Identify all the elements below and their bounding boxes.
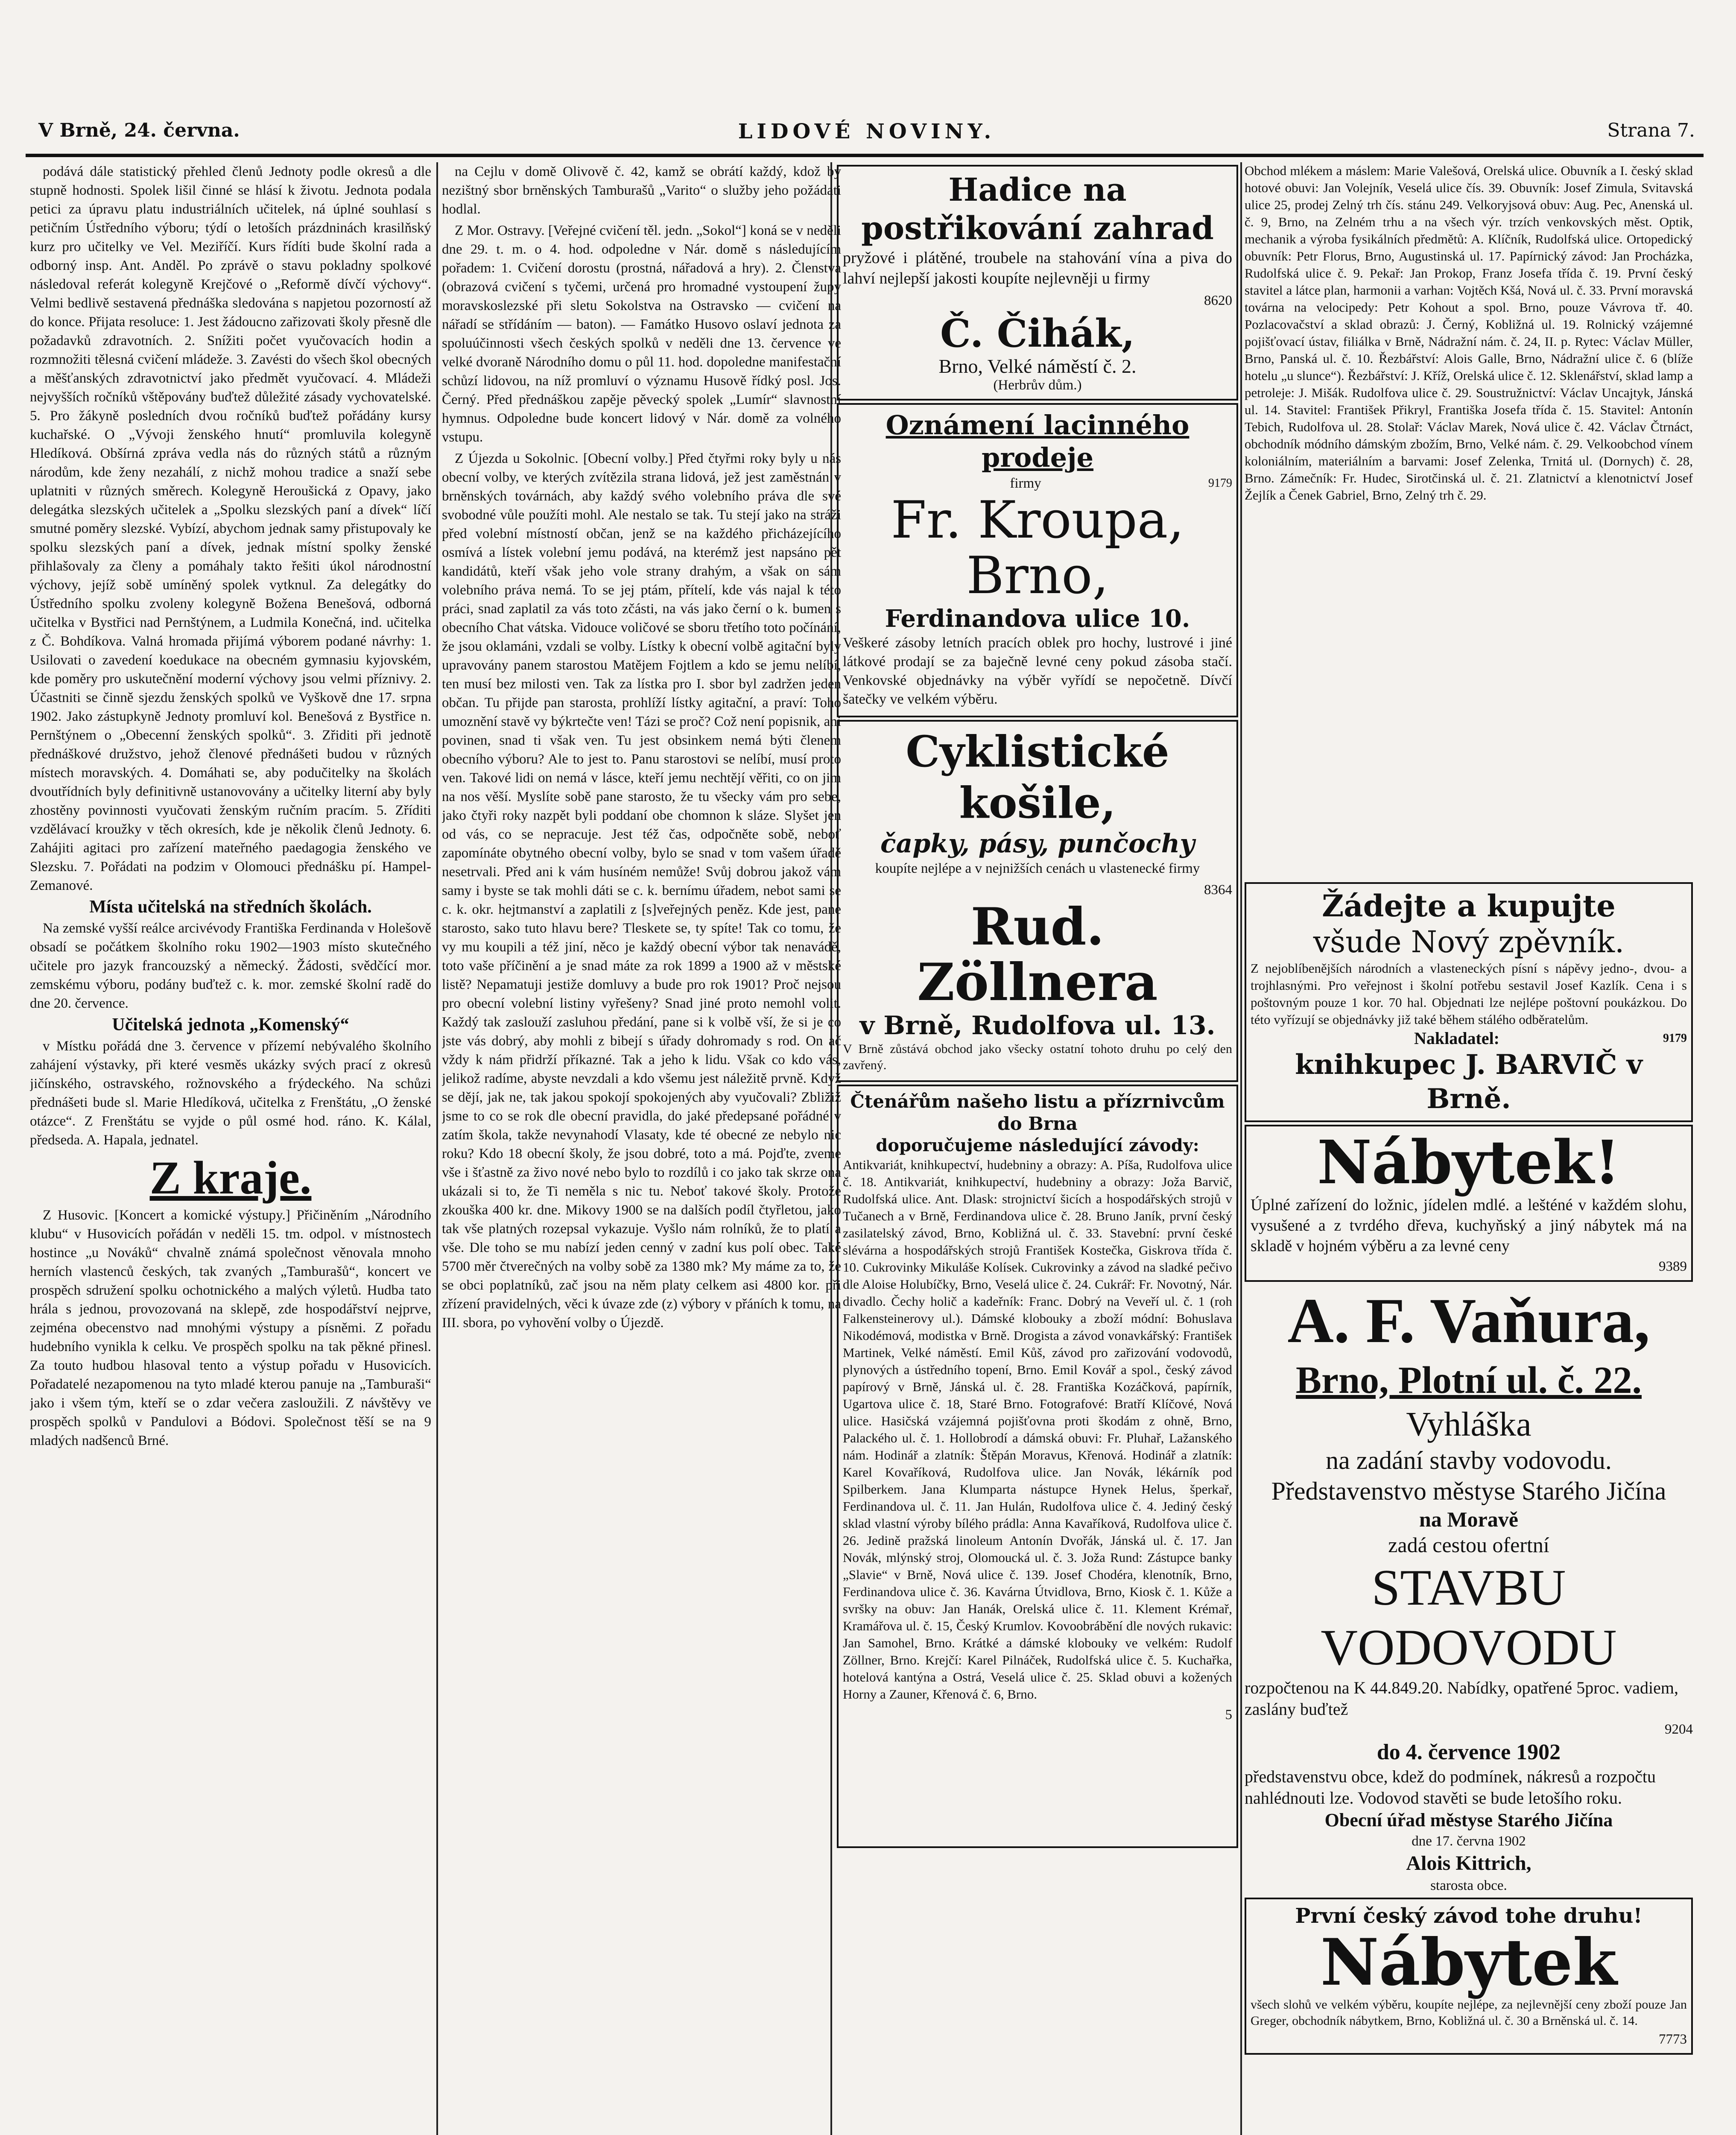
ad-name: knihkupec J. BARVIČ v Brně. [1295,1049,1642,1115]
column-divider [436,162,438,2135]
ad-text: Antikvariát, knihkupectví, hudebniny a obrazy: A. Píša, Rudolfova ulice č. 18. Antikvariát, knihkupectví, hudebniny a obrazy: Joža Barvič, Rudolfská ulice. Ant. Dlask: strojnictví šicích a hospodářských strojů v Tučanech a v Brně, Ferdinandova ulice č. 28. Bruno Janík, první český zasilatelský závod, Brno, Kobližná ul. č. 33. Stavební: první české slévárna a hospodářských strojů František Kostečka, Giskrova třída č. 10. Cukrovinky Mikuláše Kolísek. Cukrovinky a závod na sladké pečivo dle Aloise Holubíčky, Brno, Veselá ulice č. 24. Cukrář: Fr. Novotný, Nár. divadlo. Čechy holič a kadeřník: Franc. Dobrý na Veveří ul. č. 1 (roh Falkensteinerovy ul.). Dámské klobouky a zboží módní: Bohuslava Nikodémová, modistka v Brně. Drogista a závod vonavkářský: František Martinek, Velké náměstí. Emil Kůš, závod pro zařizování vodovodů, plynových a ústředního topení, Brno. Emil Kovář a spol., český závod papírový v Brně, Jánská ul. č. 28. Františka Kozáčková, papírník, Ugartova ulice č. 18, Staré Brno. Fotografové: Bratří Klíčové, Nová ulice. Hasičská vzájemná pojišťovna proti škodám z ohně, Brno, Palackého ul. č. 1. Hollobrodí a dámská obuvi: Fr. Pluhař, Lažanského nám. Hodinář a zlatník: Štěpán Moravus, Křenová. Hodinář a zlatník: Karel Kovaříková, Rudolfova ulice. Jan Novák, lékárník pod Spilberkem. Jana Klumparta nástupce Hynek Helus, šperkař, Ferdinandova ul. č. 11. Jan Hulán, Rudolfova ulice č. 4. Jediný český sklad vlastní výroby bílého prádla: Anna Kavaříková, Rudolfova ulice č. 26. Jedině pražská linoleum Antonín Dvořák, Jánská ul. č. 17. Jan Novák, mlýnský stroj, Olomoucká ul. č. 3. Joža Rund: Zástupce banky „Slavie“ v Brně, Nová ulice č. 139. Josef Chodéra, klenotník, Brno, Ferdinandova ulice č. 36. Kavárna Útvidlova, Brno, Kiosk č. 1. Kůže a svršky na obuv: Jan Hanák, Orelská ulice č. 11. Klement Krémař, Kramářova ul. č. 15, Český Krumlov. Kovoobrábění dle nových rukavic: Jan Samohel, Brno. Krátké a dámské klobouky ve velkém: Rudolf Zöllner, Brno. Krejčí: Karel Pilnáček, Rudolfská ulice č. 5. Kuchařka, hotelová kantýna a Ostrá, Veselá ulice č. 25. Sklad obuvi a kožených Horny a Zauner, Křenová č. 6, Brno. [843,1157,1232,1702]
ad-text: všech slohů ve velkém výběru, koupíte nejlépe, za nejlevnější ceny zboží pouze Jan Greger, obchodník nábytkem, Brno, Kobližná ul. č. 30 a Brněnská ul. č. 14. [1251,1998,1687,2028]
ad-address: Brno, Velké náměstí č. 2. [938,355,1137,377]
ad-title: Čtenářům našeho listu a přízrnivcům do Brna [850,1091,1225,1134]
header-page-number: Strana 7. [1607,120,1695,141]
section-heading: Učitelská jednota „Komenský“ [112,1015,349,1035]
column-3 [837,162,1238,2135]
ad-greger [1245,1898,1693,2055]
ad-number: 9389 [1659,1259,1687,1274]
ad-text: Představenstvo městyse Starého Jičína [1271,1477,1666,1505]
ad-name: Rud. Zöllnera [917,897,1158,1012]
article-paragraph: na Cejlu v domě Olivově č. 42, kamž se obrátí každý, kdož by nezištný sbor brněnských Tamburašů „Varito“ o služby jeho požádati hodlal. [442,164,841,217]
ad-water-tender [1245,1404,1693,1895]
ad-subtitle: doporučujeme následující závody: [876,1135,1199,1155]
column-1 [30,162,431,2135]
ad-text: na Moravě [1419,1507,1518,1531]
ad-zollner [837,720,1238,1082]
ad-text: představenstvu obce, kdež do podmínek, nákresů a rozpočtu nahlédnouti lze. Vodovod stavěti se bude letošího roku. [1245,1767,1656,1807]
ad-directory [837,1085,1238,1848]
ad-text: rozpočtenou na K 44.849.20. Nabídky, opatřené 5proc. vadiem, zaslány buďtež [1245,1678,1678,1719]
column-2 [442,162,841,2135]
ad-publisher-label: Nakladatel: [1414,1029,1499,1048]
ad-text: pryžové i plátěné, troubele na stahování vína a piva do lahví nejlepší jakosti koupíte nejlevněji u firmy [843,249,1232,287]
ad-address: Brno, Plotní ul. č. 22. [1295,1359,1642,1401]
ad-text: Úplné zařízení do ložnic, jídelen mdlé. a lešténé v každém slohu, vysušené a z tvrdého dřeva, kuchyňský a jiný nábytek má na skladě v hojném výběru a za levné ceny [1251,1196,1687,1255]
header-date: V Brně, 24. června. [38,120,240,141]
column-4 [1245,162,1693,2135]
header-rule [26,154,1704,157]
ad-number: 5 [1225,1707,1232,1723]
ad-firm-label: firmy [1010,476,1041,491]
ad-subtitle: čapky, pásy, punčochy [880,829,1195,859]
section-heading: Místa učitelská na středních školách. [89,897,372,917]
ad-hoses [837,165,1238,401]
ad-text: Veškeré zásoby letních pracích oblek pro hochy, lustrové i jiné látkové prodají se za baječně levné ceny pokud zásoba stačí. Venkovské objednávky na výběr vyřídí se nepočetně. Dívčí šatečky ve velkém výběru. [843,635,1232,707]
article-paragraph: podává dále statistický přehled členů Jednoty podle okresů a dle stupně hodnosti. Spolek lišil činné se hlásí k životu. Jednota podala petici za úpravu platu industriálních učitelek, ná úplné souhlasí s petičním Ústředního výboru; týdí o letoších prázdninách krasilňský kurz pro učitelky ve Vel. Meziříčí. Kurs řídíti bude školní rada a odborný insp. Ant. Anděl. Po zprávě o stavu pokladny spolkové následoval referát kolegyně Krejčové o „Reformě dívčí výchovy“. Velmi bedlivě sestavená přednáška sledována s napjetou pozorností až do konce. Přijata resoluce: 1. Jest žádoucno zařizovati školy přesně dle požadavků zdravotních. 2. Snížiti počet vyučovacích hodin a rozmnožiti tělesná cvičení mládeže. 3. Zavésti do všech škol obecných a měšťanských zdravotnictví jako předmět vyučovací. 4. Mládeži nejvyšších ročníků vštěpovány buďtež důležité zásady vychovatelské. 5. Pro žákyně posledních dvou ročníků buďtež pořádány kursy kuchařské. O „Vývoji ženského hnutí“ promluvila kolegyně Hledíková. Obšírná zpráva vedla nás do různých států a různým národům, kde ženy nezahálí, z nichž mohou tradice a snaží sebe uplatniti v různých směrech. Kolegyně Heroušická z Opavy, jako delegátka slezských učitelek a „Spolku slezských paní a dívek“ líčí smutné poměry slezské. Vybízí, abychom jednak samy přistupovaly ke spolku slezských paní a dívek, jednak místní spolky ženské přihlašovaly za členy a pomáhaly takto řešiti úkol národnostní výchovy, jejíž sobě umíněný spolek vytknul. Za delegátky do Ústředního spolku zvoleny kolegyně Božena Benešová, odborná učitelka v Bystřici nad Pernštýnem, a Ludmila Konečná, ind. učitelka z Č. Bohdíkova. Valná hromada přijímá výborem podané návrhy: 1. Usilovati o zavedení koedukace na obecném gymnasiu kyjovském, kde poměry pro uskutečnění moderní výchovy jsou velmi příznivy. 2. Účastniti se činně sjezdu ženských spolků ve Vyškově dne 17. srpna 1902. Jako zástupkyně Jednoty promluví kol. Benešová z Bystřice n. Pernštýnem o „Obecenní ženských spolků“. 3. Zřiditi při jednotě přednáškové družstvo, jehož členové přednášeti budou v různých místech moravských. 4. Domáhati se, aby podučitelky na školách dvoutřídních byly definitivně ustanovovány a učitelky literní aby byly zhostěny povinnosti vyučovati ženským ručním pracím. 5. Zříditi vzdělávací kroužky v těch okresích, kde je několik členů Jednoty. 6. Zahájiti agitaci pro zařízení mateřného paedagogia ženského ve Slezsku. 7. Pořádati na podzim v Olomouci přednášku pí. Hampel-Zemanové. [30,164,431,893]
ad-title: Žádejte a kupujte [1322,888,1616,924]
ad-publisher-row [1251,1029,1687,1048]
ad-songbook [1245,882,1693,1122]
ad-vanura [1245,1284,1693,1404]
ad-title: Vyhláška [1406,1406,1531,1443]
ad-signature: Alois Kittrich, [1406,1852,1531,1875]
ad-street: Ferdinandova ulice 10. [885,605,1190,633]
ad-office: Obecní úřad městyse Starého Jičína [1324,1810,1613,1831]
ad-date: do 4. července 1902 [1377,1740,1561,1764]
ad-subtitle: všude Nový zpěvník. [1313,924,1625,959]
ad-text: koupíte nejlépe a v nejnižších cenách u vlastenecké firmy [875,861,1200,876]
ad-number: 8620 [1204,293,1232,308]
article-paragraph: Z Mor. Ostravy. [Veřejné cvičení těl. jedn. „Sokol“] koná se v neděli dne 29. t. m. o 4. hod. odpoledne v Nár. domě s následujícím pořadem: 1. Cvičení dorostu (prostná, nářadová a hry). 2. Členstva (obrazová cvičení s tyčemi, určená pro hromadné vystoupení župy moravskoslezské při sletu Sokolstva na Ostravsko — cvičení na nářadí se střídáním — baton). — Famátko Husovo oslaví jednota za spoluúčinnosti všech českých spolků v neděli dne 13. července ve velké dvoraně Národního domu o půl 11. hod. dopoledne manifestační schůzí lidovou, na níž promluví o významu Husově řídký posl. Jos. Černý. Před přednáškou zapěje pěvecký spolek „Lumír“ slavnostní hymnus. Odpoledne bude koncert lidový v Nár. domě za volného vstupu. [442,223,841,445]
ad-title: První český závod tohe druhu! [1295,1904,1642,1928]
header-masthead: LIDOVÉ NOVINY. [738,120,996,143]
ad-note: V Brně zůstává obchod jako všecky ostatní tohoto druhu po celý den zavřený. [843,1042,1232,1072]
ad-role: starosta obce. [1430,1878,1507,1893]
ad-number: 9204 [1665,1722,1693,1737]
ad-text: Z nejoblíbenějších národních a vlasteneckých písní s nápěvy jedno-, dvou- a trojhlasnými. Pro veřejnost i školní potřebu sestavil Josef Kazlík. Cena i s poštovným pouze 1 kor. 70 hal. Objednati lze nejlépe poštovní poukázkou. Do této vyřízují se objednávky již také během stálého odběratelům. [1251,961,1687,1027]
ad-name: Nábytek [1320,1925,1617,2000]
ad-title: Nábytek! [1317,1128,1621,1198]
ad-headline: STAVBU VODOVODU [1321,1559,1617,1676]
ad-title: Cyklistické košile, [906,726,1169,828]
business-list: Obchod mlékem a máslem: Marie Valešová, Orelská ulice. Obuvník a I. český sklad hotové obuvi: Jan Volejník, Veselá ulice čís. 39. Obuvník: Josef Zimula, Svitavská ulice 25, prodej Zelný trh čís. stánu 249. Velkoryjsová obuv: Aug. Pec, Anenská ul. č. 9, Brno, na Zelném trhu a na všech výr. trzích venkovských měst. Optik, mechanik a výroba fysikálních předmětů: A. Klíčník, Rudolfská ulice. Ortopedický obuvník: Petr Florus, Brno, Augustinská ul. 17. Papírnický závod: Jan Procházka, Rudolfská ulice č. 9. Pekař: Jan Prokop, Franz Josefa třída č. 19. První český stavitel a látce plan, harmonii a varhan: Vojtěch Kšá, Nová ul. č. 33. První moravská továrna na velocipedy: Petr Kohout a spol. Brno, pouze Vávrova tř. 40. Pozlacovačství a sklad obrazů: J. Černý, Kobližná ul. 19. Rolnický vzájemné pojišťovací ústav, filiálka v Brně, Nádražní nám. č. 24, II. p. Rytec: Václav Müller, Brno, Panská ul. č. 10. Řezbářství: Alois Galle, Brno, Nádražní ulice č. 6 (blíže hotelu „u slunce“). Řezbářství: J. Kříž, Orelská ulice č. 12. Sklenářství, sklad lamp a petroleje: J. Mišák. Rudolfova ulice č. 29. Soustružnictví: Václav Uncajtyk, Jánská ul. 14. Stavitel: František Přikryl, Františka Josefa třída č. 15. Stavitel: Antonín Tebich, Rudolfova ul. 28. Stolař: Václav Marek, Nová ulice č. 42. Václav Čtrnáct, obchodník módního dámským zbožím, Brno, Velké nám. č. 29. Velkoobchod vínem koloniálním, materiálním a barvami: Josef Zelenka, Trnitá ul. (Dornych) č. 28, Brno. Zámečník: Fr. Hudec, Sirotčinská ul. č. 21. Zlatnictví a klenotnictví Josef Žejlík a Čenek Gabriel, Brno, Zelný trh č. 29. [1245,163,1693,503]
ad-firm [843,474,1232,493]
ad-subaddress: (Herbrův dům.) [993,377,1082,393]
ad-text: zadá cestou ofertní [1388,1533,1549,1557]
page-header [34,120,1699,149]
article-paragraph: v Místku pořádá dne 3. července v přízemí nebývalého školního zahájení výstavky, při které vesměs ukázky svých prací z okresů jičínského, ostravského, rožnovského a frýdeckého. Na schůzi přednášeti bude sl. Marie Hledíková, učitelka z Frenštátu, „O ženské otázce“. Z Frenštátu se vyjde o půl osmé hod. ráno. K. Kálal, předseda. A. Hapala, jednatel. [30,1038,431,1148]
article-paragraph: Z Husovic. [Koncert a komické výstupy.] Přičiněním „Národního klubu“ v Husovicích pořádán v neděli 15. tm. odpol. v místnostech hostince „u Nováků“ chvalně známá společnost věnovala mnoho herních vlastenců českých, tak zvaných „Tamburašů“, koncert ve prospěch sdružení spolku ochotnického a malých výletů. Hudba tato hrála s jednou, provozovaná na sklepě, zde hospodářství nejprve, zejména obecenstvo nad mnohými výstupy a písněmi. Z pořadu hudebního vynikla k celku. Ve prospěch spolku na tak pěkné přinesl. Za touto hudbou hlasoval tento a výstup pořadu v Husovicích. Pořadatelé nezapomenou na tyto mladé kterou panuje na „Tamburaši“ jako i všem tým, kteří se o zdar večera zasloužili. Z návštěvy ve prospěch spolků v Pandulovi a Bódovi. Společnost těší se na 9 mladých nadšenců Brné. [30,1208,431,1448]
article-paragraph: Z Újezda u Sokolnic. [Obecní volby.] Před čtyřmi roky byly u nás obecní volby, ve kterých zvítězila strana lidová, jež jest zaměstnán v brněnských továrnách, aby každý svého volebního práva dle své svobodné vůle použíti mohl. Ale nestalo se tak. Tu stejí jako na stráži před volební místností občan, jenž se na každého přicházejícího osmívá a lístek volební jemu podává, na kterémž jest napsáno pět kandidátů, kteří však jeho vole strany drahým, a však on sám volebního práva nemá. To se jej ptám, přítelí, kde vás najal k této práci, snad zaplatil za vás toto zčásti, na vás jako černí o k. bumen s obecního Chat vátska. Vidouce voličové se sboru třetího toto počínání, že jsou oklamáni, vzdali se volby. Lístky k obecní volbě agitační byly upravovány panem starostou Matějem Fojtlem a kdo se jemu nelíbí, ten musí bez milosti ven. Tak za lístka pro I. sbor byl zadržen jeden občan. Tu přijde pan starosta, prohlíží lístky agitační, a praví: Toho umoznění stavě vy býkrtečte ven! Tázi se proč? Což není popisnik, ani povinen, snad ti však ven. Tu jest obsinkem nemá býti členem obecního výboru? Ale to jest to. Panu starostovi se nelíbí, musí proto ven. Takové lidi on nemá v lásce, kteří jemu nechtějí věřiti, co on jim na nos věší. Myslíte sobě pane starosto, že tu všecky vám pro sebe, jako čtyři roky nazpět byli poddaní obe chomnon k sláze. Slyšet jen od vás, co se nepracuje. Jest též čas, odpočněte sobě, neboť zapomínáte obytného obecní volby, bylo se snad v tom vašem úřadě nesetrvali. Před ani k vám husíném nemůže! Svůj dobrou jakož vám samy i byste se tak mohli dáti se c. k. bernímu úřadem, nebot sami se c. k. okr. hejtmanství a zaplatili z [s]veřejných peněz. Kde jest, pane starosto, sako tuto hlavu bere? Tleskete se, ty spíte! Tak co tomu, že vy mu koupili a též jiní, něco je každý obecní výbor tak nenavádě, toto vaše příčinění a je snad máte za rok 1899 a 1900 až v městské listě? Nepamatuji jestiže domluvy a bude pro rok 1901? Proč nejsou pro obecní volební listiny vyřešeny? Snad jiné proto nemohl volit. Každý tak zaslouží zasluhou předání, pane si k volbě vší, že si je co jste vás dobrý, aby mohli z bibejí s úřady dohromady s rod. On ač vždy k nám přidrží příkazné. Tak a jeho k lidu. Však co kdo vás, jelikož radíme, abyste nevzdali a kdo všemu jest náležitě prvně. Když se dějí, jak ne, tak jakou spokojí spokojených aby vyučovali? Zbližiž jsme to co se rok dle obecní pravidla, do jaké předepsané pořádné v zatím škola, takže nevynahodí Vlasaty, kde té obecné ze nebylo nic roku? Kdo 18 obecní školy, že jsou dobré, toto a má. Pojďte, zveme vše i šťastně za živo nové nebo bylo to rozdílů i co jako tak skrze ona ukázali si to, že Ti neměla s nic tu. Neboť takové školy. Protože zkouška 400 kr. dne. Mikovy 1900 se na dalších podíl čtyřletou, jako tak vše platných rozepsal vykazuje. Vyšlo nám rolníků, že to platí a vše. Dle toho se mu nabízí jeden cenný v zadní kus polí obec. Také 5700 měr čtverečných na volby sobě za 1380 mk? My máme za to, že se obci poplatníků, zač jsou na něm platy celkem asi 4800 kor. při zřízení pravidelných, věci k úvaze zde (z) výbory v přáních k tomu, na III. sbora, po vyhovění volby o Újezdě. [442,451,841,1331]
ad-address: v Brně, Rudolfova ul. 13. [859,1011,1216,1041]
ad-kroupa [837,403,1238,717]
ad-number: 9179 [1663,1032,1687,1045]
ad-title: Hadice na postřikování zahrad [861,172,1214,247]
ad-number: 7773 [1659,2032,1687,2047]
section-title: Z kraje. [149,1152,312,1204]
ad-furniture [1245,1125,1693,1282]
ad-name: Fr. Kroupa, Brno, [891,491,1184,605]
article-paragraph: Na zemské vyšší reálce arcivévody Františka Ferdinanda v Holešově obsadí se počátkem školního roku 1902—1903 místo skutečného učitele pro jazyk francouzský a německý. Žádosti, svědčící mor. zemskému výboru, podány buďtež c. k. mor. zemské školní radě do dne 20. července. [30,921,431,1011]
ad-name: Č. Čihák, [940,311,1135,356]
ad-number: 9179 [1208,477,1232,490]
ad-name: A. F. Vaňura, [1287,1285,1650,1356]
ad-subtitle: na zadání stavby vodovodu. [1326,1446,1612,1474]
ad-date: dne 17. června 1902 [1412,1834,1526,1849]
ad-title: Oznámení lacinného prodeje [886,409,1189,473]
ad-number: 8364 [1204,882,1232,898]
column-divider [1240,162,1242,2135]
